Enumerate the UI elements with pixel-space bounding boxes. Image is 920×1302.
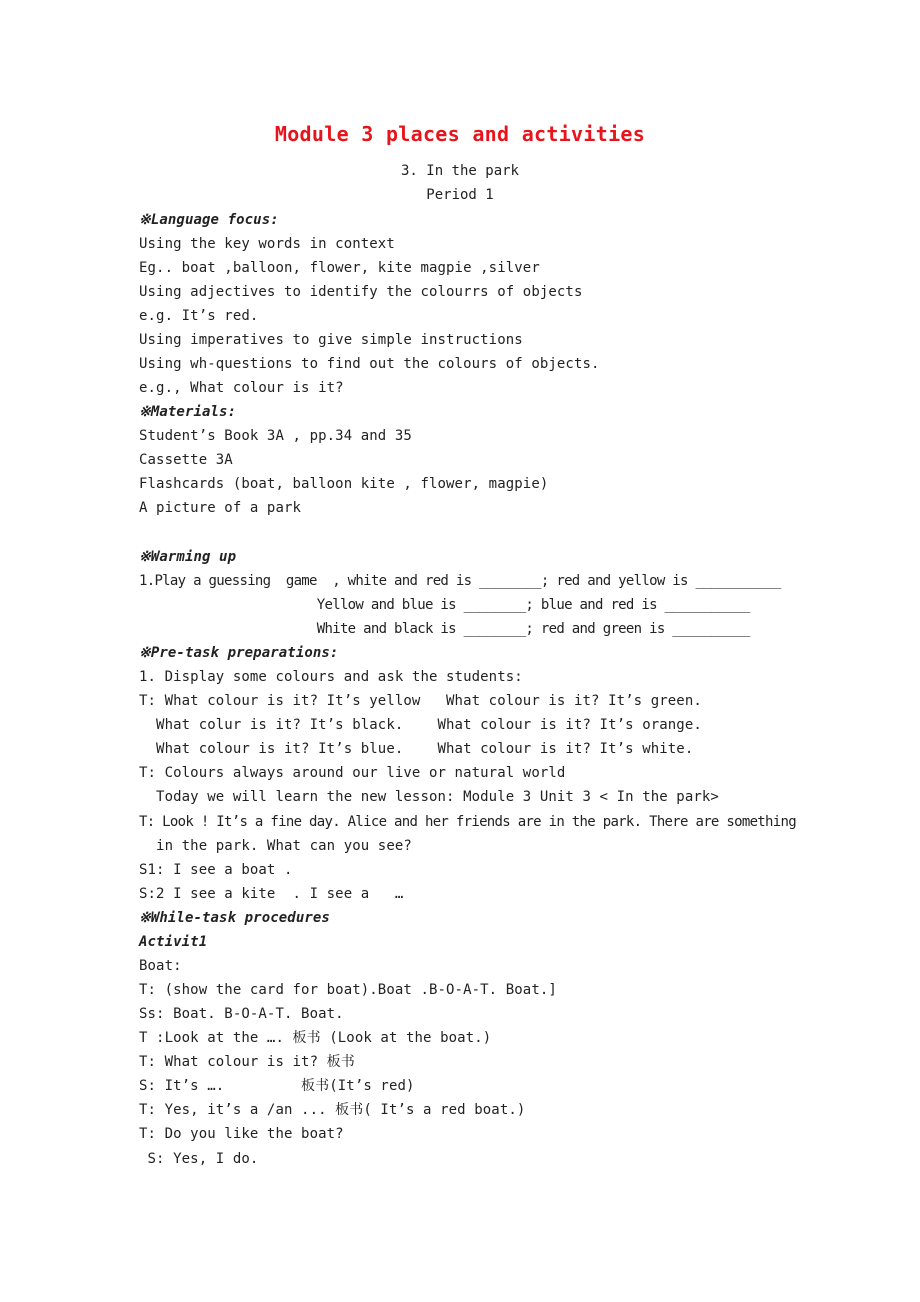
text-line: White and black is ________; red and green is __________: [139, 621, 750, 637]
text-line: T: What colour is it? 板书: [139, 1054, 355, 1070]
section-heading-language-focus: ※Language focus:: [139, 212, 279, 228]
text-line: What colour is it? It’s blue. What colour is it? It’s white.: [139, 741, 694, 757]
text-line: Using wh-questions to find out the colours of objects.: [139, 356, 600, 372]
section-heading-warming-up: ※Warming up: [139, 549, 237, 565]
text-line: Eg.. boat ,balloon, flower, kite magpie ,silver: [139, 260, 540, 276]
text-line: T: Yes, it’s a /an ... 板书( It’s a red boat.): [139, 1102, 526, 1118]
lesson-subtitle: 3. In the park: [400, 163, 519, 179]
text-line: Yellow and blue is ________; blue and red is ___________: [139, 597, 750, 613]
text-line: Flashcards (boat, balloon kite , flower, magpie): [139, 476, 549, 492]
text-line: T: Colours always around our live or natural world: [139, 765, 566, 781]
text-line: Boat:: [139, 958, 182, 974]
text-line: T: What colour is it? It’s yellow What colour is it? It’s green.: [139, 693, 702, 709]
text-line: Student’s Book 3A , pp.34 and 35: [139, 428, 412, 444]
activity-heading: Activit1: [139, 934, 208, 950]
text-line: What colur is it? It’s black. What colour is it? It’s orange.: [139, 717, 702, 733]
period-label: Period 1: [426, 187, 494, 203]
text-line: e.g., What colour is it?: [139, 380, 344, 396]
text-line: 1.Play a guessing game , white and red is ________; red and yellow is ___________: [139, 573, 781, 589]
text-line: 1. Display some colours and ask the students:: [139, 669, 523, 685]
text-line: S1: I see a boat .: [139, 862, 293, 878]
document-title: Module 3 places and activities: [274, 122, 646, 146]
text-line: Cassette 3A: [139, 452, 233, 468]
text-line: in the park. What can you see?: [139, 838, 412, 854]
text-line: e.g. It’s red.: [139, 308, 259, 324]
text-line: Ss: Boat. B-O-A-T. Boat.: [139, 1006, 344, 1022]
section-heading-while-task: ※While-task procedures: [139, 910, 330, 926]
text-line: A picture of a park: [139, 500, 302, 516]
text-line: S: Yes, I do.: [139, 1151, 259, 1167]
text-line: Using adjectives to identify the colourrs of objects: [139, 284, 583, 300]
text-line: S: It’s …. 板书(It’s red): [139, 1078, 415, 1094]
text-line: T: (show the card for boat).Boat .B-O-A-T. Boat.]: [139, 982, 557, 998]
section-heading-pre-task: ※Pre-task preparations:: [139, 645, 339, 661]
text-line: Using the key words in context: [139, 236, 395, 252]
text-line: T: Do you like the boat?: [139, 1126, 344, 1142]
section-heading-materials: ※Materials:: [139, 404, 237, 420]
text-line: T :Look at the …. 板书 (Look at the boat.): [139, 1030, 492, 1046]
text-line: T: Look ! It’s a fine day. Alice and her friends are in the park. There are something: [139, 814, 796, 830]
text-line: S:2 I see a kite . I see a …: [139, 886, 404, 902]
text-line: Using imperatives to give simple instructions: [139, 332, 523, 348]
text-line: Today we will learn the new lesson: Module 3 Unit 3 < In the park>: [139, 789, 719, 805]
